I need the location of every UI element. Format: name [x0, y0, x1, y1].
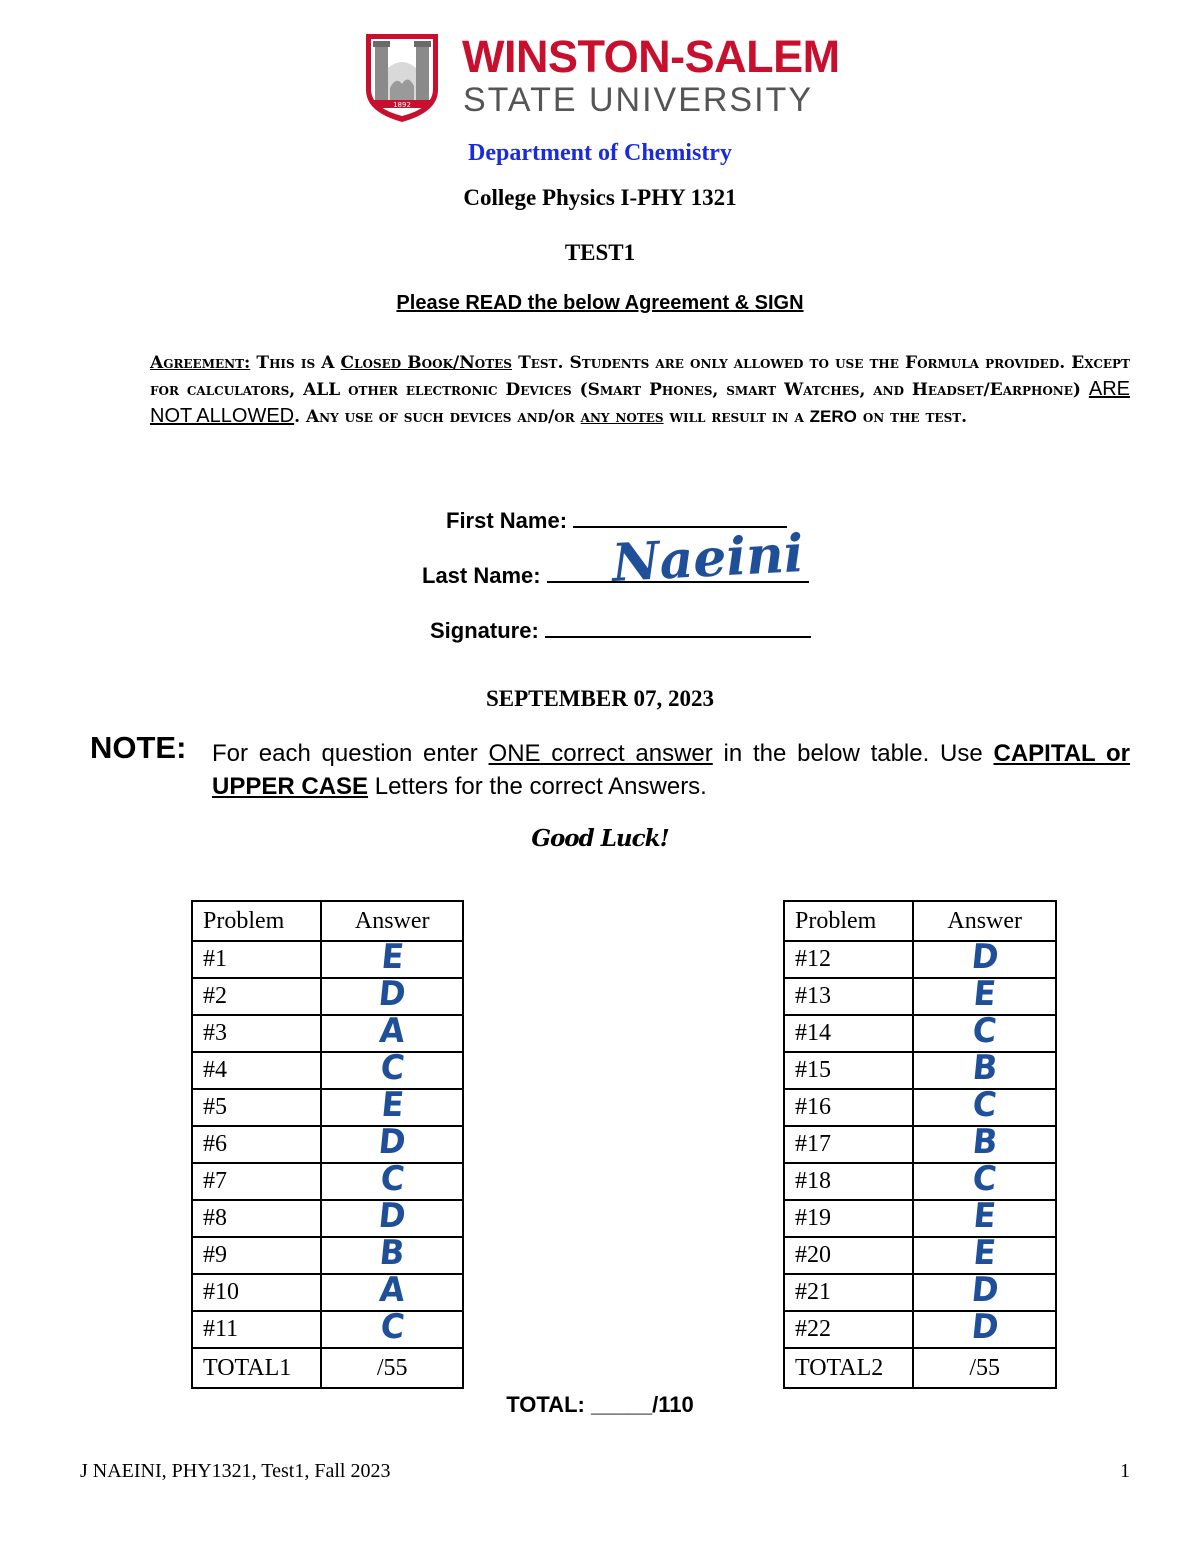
- department-title: Department of Chemistry: [468, 140, 732, 166]
- header-problem: Problem: [192, 901, 321, 941]
- handwritten-answer: B: [377, 1233, 407, 1273]
- table-row: [784, 1311, 1056, 1348]
- table-row: [192, 978, 463, 1015]
- table-row: [784, 1126, 1056, 1163]
- problem-cell: #8: [192, 1200, 321, 1237]
- last-name-handwritten: Naeini: [610, 523, 806, 594]
- answer-cell[interactable]: [321, 1011, 463, 1052]
- table-header-row: [192, 901, 463, 941]
- handwritten-answer: D: [376, 1122, 408, 1162]
- table-total-row: [784, 1348, 1056, 1388]
- problem-cell: #22: [784, 1311, 913, 1348]
- note-text: [212, 737, 1130, 803]
- header-answer: Answer: [321, 901, 463, 941]
- signature-blank[interactable]: [545, 636, 811, 638]
- handwritten-answer: A: [377, 1011, 407, 1051]
- exam-date: SEPTEMBER 07, 2023: [485, 686, 715, 711]
- problem-cell: #13: [784, 978, 913, 1015]
- table-row: [784, 1015, 1056, 1052]
- answer-table-1: [191, 900, 464, 1389]
- problem-cell: #17: [784, 1126, 913, 1163]
- problem-cell: #16: [784, 1089, 913, 1126]
- agreement-text-1: This is A: [250, 353, 341, 373]
- grand-total-label: TOTAL:: [506, 1392, 585, 1417]
- table-row: [192, 1015, 463, 1052]
- answer-table-2: [783, 900, 1057, 1389]
- handwritten-answer: D: [969, 1270, 1001, 1310]
- table-row: [192, 1200, 463, 1237]
- table-row: [784, 978, 1056, 1015]
- answer-cell[interactable]: [913, 1085, 1056, 1126]
- table-row: [784, 1274, 1056, 1311]
- answer-cell[interactable]: [321, 1085, 463, 1126]
- handwritten-answer: C: [970, 1011, 999, 1051]
- handwritten-answer: B: [970, 1048, 1000, 1088]
- handwritten-answer: D: [969, 937, 1001, 977]
- problem-cell: #20: [784, 1237, 913, 1274]
- note-text-2: in the below table. Use: [712, 740, 994, 767]
- answer-cell[interactable]: [913, 1196, 1056, 1237]
- signature-label: Signature:: [430, 618, 539, 643]
- signature-field[interactable]: [430, 618, 811, 644]
- agreement-heading: Please READ the below Agreement & SIGN: [396, 292, 804, 314]
- university-name-line1: WINSTON-SALEM: [462, 31, 840, 82]
- table-row: [192, 1163, 463, 1200]
- handwritten-answer: E: [971, 974, 998, 1014]
- header-problem: Problem: [784, 901, 913, 941]
- answer-cell[interactable]: [913, 1011, 1056, 1052]
- last-name-label: Last Name:: [422, 563, 541, 588]
- problem-cell: #3: [192, 1015, 321, 1052]
- table-row: [192, 941, 463, 978]
- any-notes-text: any notes: [580, 407, 664, 427]
- agreement-text-3: . Any use of such devices and/or: [294, 407, 581, 427]
- handwritten-answer: D: [376, 1196, 408, 1236]
- answer-cell[interactable]: [321, 1159, 463, 1200]
- footer-text: J NAEINI, PHY1321, Test1, Fall 2023: [80, 1460, 391, 1482]
- handwritten-answer: E: [971, 1233, 998, 1273]
- table-total-row: [192, 1348, 463, 1388]
- first-name-label: First Name:: [446, 508, 568, 533]
- handwritten-answer: C: [378, 1159, 407, 1199]
- problem-cell: #1: [192, 941, 321, 978]
- table-row: [192, 1089, 463, 1126]
- good-luck-text: Good Luck!: [531, 825, 669, 852]
- zero-text: ZERO: [809, 407, 857, 426]
- closed-book-text: Closed Book/Notes: [340, 353, 512, 373]
- note-label: NOTE:: [90, 730, 187, 765]
- table-row: [784, 1237, 1056, 1274]
- answer-cell[interactable]: [913, 974, 1056, 1015]
- answer-cell[interactable]: [321, 1307, 463, 1348]
- test-title: TEST1: [564, 240, 636, 265]
- grand-total: [0, 1392, 1200, 1418]
- total-value[interactable]: /55: [913, 1348, 1056, 1388]
- table-row: [192, 1311, 463, 1348]
- answer-cell[interactable]: [321, 937, 463, 978]
- handwritten-answer: D: [376, 974, 408, 1014]
- problem-cell: #21: [784, 1274, 913, 1311]
- handwritten-answer: E: [379, 1085, 406, 1125]
- handwritten-answer: E: [379, 937, 406, 977]
- answer-cell[interactable]: [913, 1048, 1056, 1089]
- note-text-3: Letters for the correct Answers.: [368, 773, 707, 800]
- problem-cell: #15: [784, 1052, 913, 1089]
- agreement-text-4: will result in a: [663, 407, 810, 427]
- handwritten-answer: E: [971, 1196, 998, 1236]
- grand-total-blank[interactable]: _____: [590, 1392, 653, 1417]
- agreement-label: Agreement:: [150, 353, 251, 373]
- handwritten-answer: A: [377, 1270, 407, 1310]
- capital-text: CAPITAL or UPPER CASE: [212, 740, 1131, 800]
- total-label: TOTAL1: [192, 1348, 321, 1388]
- problem-cell: #7: [192, 1163, 321, 1200]
- table-row: [192, 1237, 463, 1274]
- agreement-text-2: Test. Students are only allowed to use the Formula provided. Except for calculators, ALL other electronic Devices (Smart Phones, smart Watches, and Headset/Earphone): [150, 353, 1130, 400]
- seal-year: 1892: [393, 101, 411, 109]
- problem-cell: #5: [192, 1089, 321, 1126]
- total-label: TOTAL2: [784, 1348, 913, 1388]
- handwritten-answer: C: [378, 1307, 407, 1347]
- answer-cell[interactable]: [321, 1122, 463, 1163]
- not-allowed-text: ARE NOT ALLOWED: [150, 378, 1130, 427]
- table-header-row: [784, 901, 1056, 941]
- answer-cell[interactable]: [913, 1233, 1056, 1274]
- answer-cell[interactable]: [913, 1307, 1056, 1348]
- handwritten-answer: C: [378, 1048, 407, 1088]
- answer-cell[interactable]: [321, 1270, 463, 1311]
- problem-cell: #2: [192, 978, 321, 1015]
- course-title: College Physics I-PHY 1321: [463, 185, 737, 210]
- university-seal-icon: [362, 28, 442, 124]
- answer-cell[interactable]: [321, 974, 463, 1015]
- problem-cell: #18: [784, 1163, 913, 1200]
- problem-cell: #12: [784, 941, 913, 978]
- agreement-text-5: on the test.: [856, 407, 968, 427]
- answer-cell[interactable]: [913, 937, 1056, 978]
- table-row: [784, 1200, 1056, 1237]
- problem-cell: #10: [192, 1274, 321, 1311]
- grand-total-value: /110: [652, 1392, 694, 1417]
- handwritten-answer: B: [970, 1122, 1000, 1162]
- handwritten-answer: C: [970, 1159, 999, 1199]
- table-row: [192, 1126, 463, 1163]
- university-name-line2: STATE UNIVERSITY: [463, 81, 814, 119]
- one-correct-text: ONE correct answer: [488, 740, 713, 767]
- problem-cell: #9: [192, 1237, 321, 1274]
- answer-cell[interactable]: [321, 1048, 463, 1089]
- handwritten-answer: C: [970, 1085, 999, 1125]
- table-row: [784, 1089, 1056, 1126]
- agreement-paragraph: [150, 350, 1130, 430]
- answer-cell[interactable]: [321, 1196, 463, 1237]
- answer-cell[interactable]: [913, 1270, 1056, 1311]
- answer-cell[interactable]: [913, 1159, 1056, 1200]
- answer-cell[interactable]: [913, 1122, 1056, 1163]
- table-row: [784, 1052, 1056, 1089]
- note-text-1: For each question enter: [212, 740, 489, 767]
- total-value[interactable]: /55: [321, 1348, 463, 1388]
- table-row: [192, 1052, 463, 1089]
- page-number: 1: [1120, 1460, 1130, 1482]
- answer-cell[interactable]: [321, 1233, 463, 1274]
- problem-cell: #11: [192, 1311, 321, 1348]
- header-answer: Answer: [913, 901, 1056, 941]
- table-row: [784, 1163, 1056, 1200]
- table-row: [784, 941, 1056, 978]
- handwritten-answer: D: [969, 1307, 1001, 1347]
- problem-cell: #4: [192, 1052, 321, 1089]
- table-row: [192, 1274, 463, 1311]
- problem-cell: #6: [192, 1126, 321, 1163]
- problem-cell: #19: [784, 1200, 913, 1237]
- problem-cell: #14: [784, 1015, 913, 1052]
